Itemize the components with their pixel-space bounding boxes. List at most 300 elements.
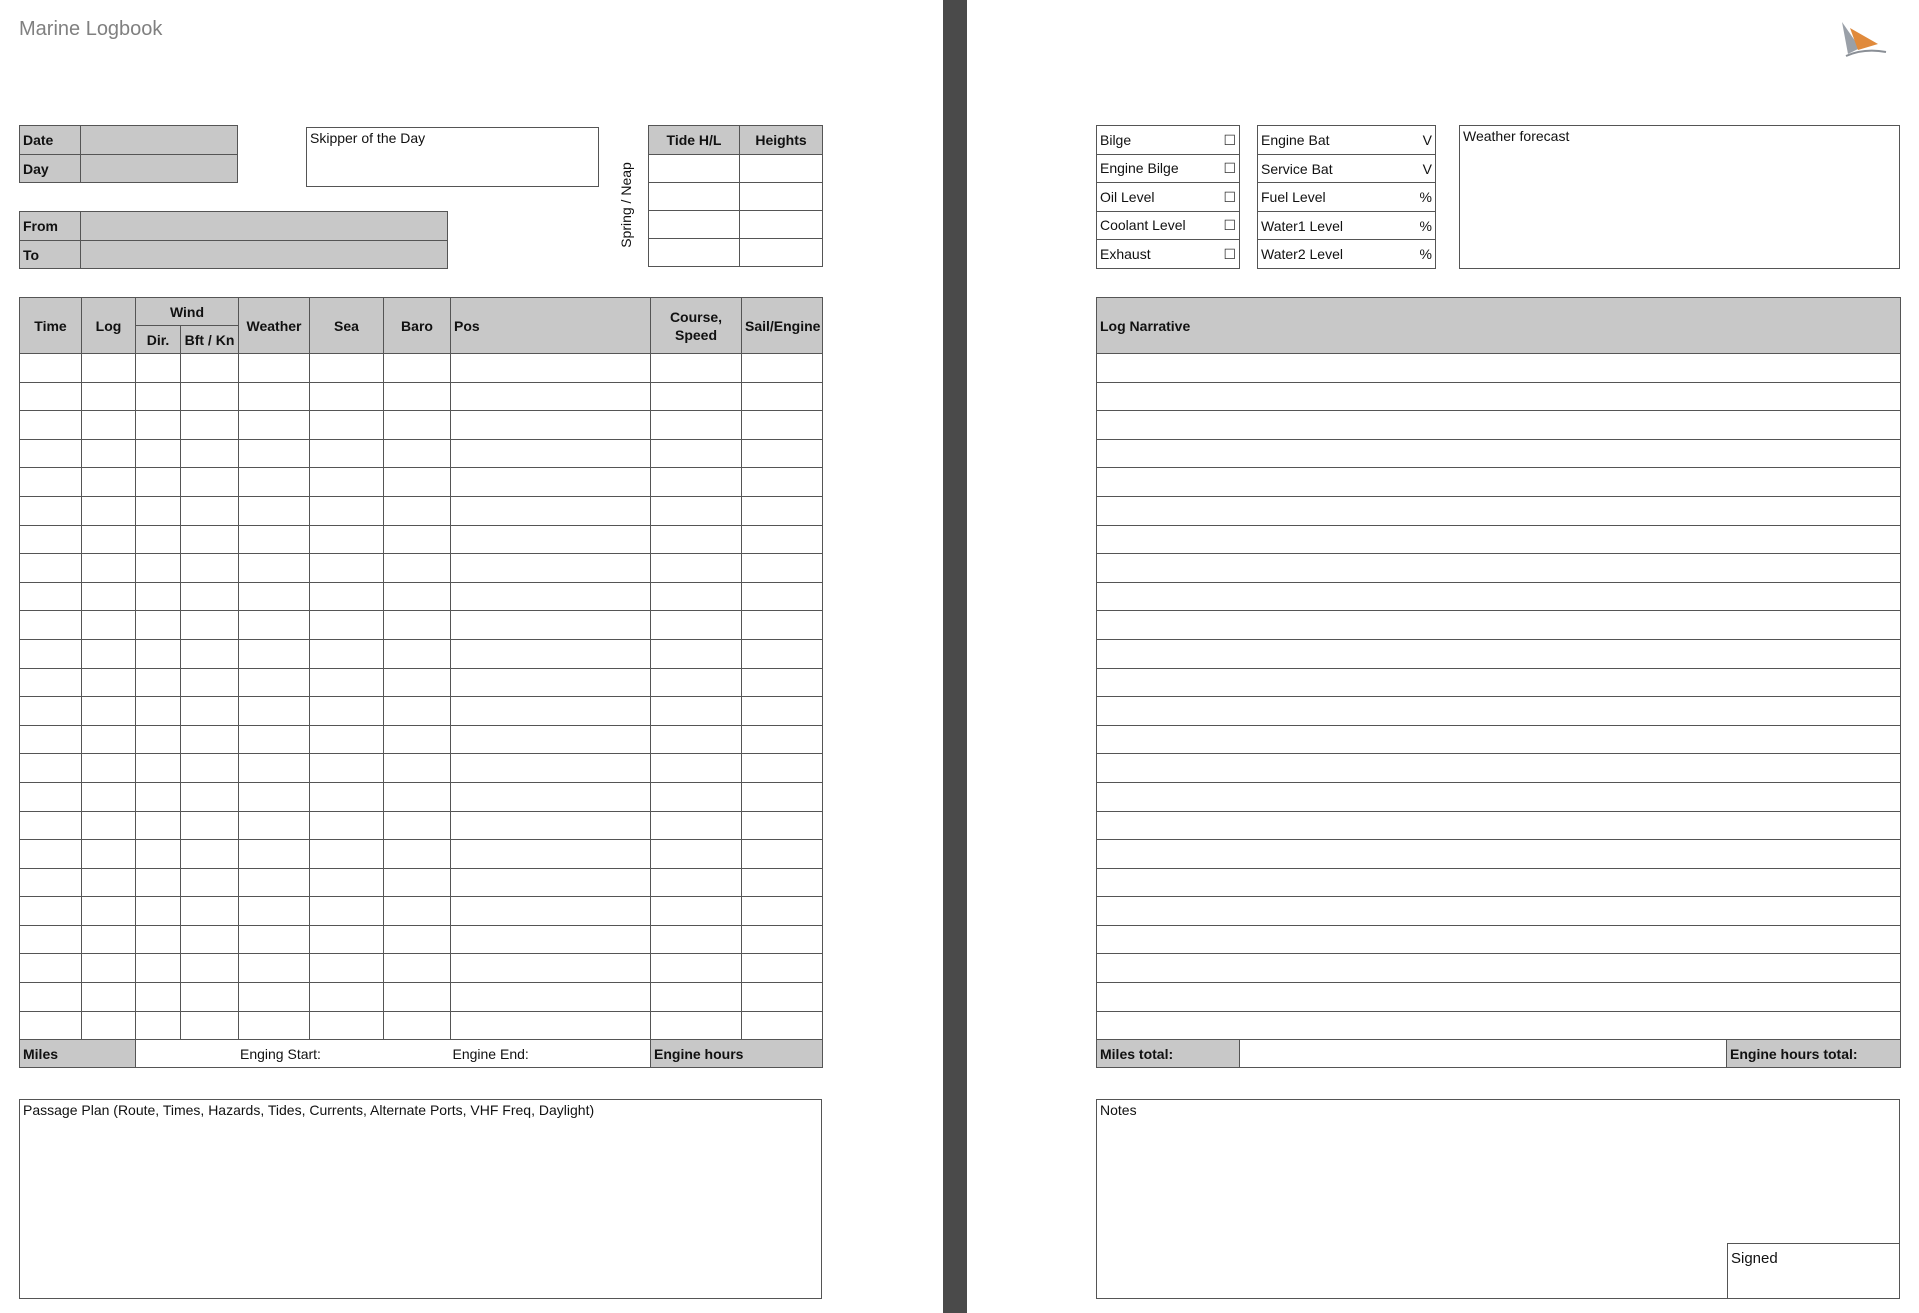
log-cell[interactable]: [82, 868, 136, 897]
signed-box[interactable]: [1727, 1243, 1900, 1299]
log-cell[interactable]: [384, 382, 451, 411]
log-cell[interactable]: [651, 840, 742, 869]
log-cell[interactable]: [384, 582, 451, 611]
log-cell[interactable]: [384, 925, 451, 954]
log-cell[interactable]: [384, 782, 451, 811]
log-cell[interactable]: [239, 725, 310, 754]
log-cell[interactable]: [181, 468, 239, 497]
log-cell[interactable]: [181, 525, 239, 554]
log-cell[interactable]: [181, 840, 239, 869]
narrative-line[interactable]: [1097, 782, 1901, 811]
log-cell[interactable]: [310, 668, 384, 697]
log-cell[interactable]: [742, 897, 823, 926]
log-cell[interactable]: [239, 354, 310, 383]
log-cell[interactable]: [20, 868, 82, 897]
log-cell[interactable]: [451, 611, 651, 640]
log-cell[interactable]: [651, 439, 742, 468]
level-engine-bat[interactable]: Engine Bat V: [1258, 126, 1436, 155]
log-cell[interactable]: [742, 983, 823, 1012]
log-cell[interactable]: [310, 496, 384, 525]
log-cell[interactable]: [451, 468, 651, 497]
log-cell[interactable]: [136, 840, 181, 869]
log-cell[interactable]: [310, 782, 384, 811]
day-field[interactable]: [81, 155, 238, 183]
log-cell[interactable]: [651, 582, 742, 611]
log-cell[interactable]: [742, 782, 823, 811]
log-cell[interactable]: [451, 496, 651, 525]
log-cell[interactable]: [451, 582, 651, 611]
log-cell[interactable]: [82, 525, 136, 554]
log-cell[interactable]: [384, 697, 451, 726]
log-cell[interactable]: [742, 925, 823, 954]
log-cell[interactable]: [310, 525, 384, 554]
log-cell[interactable]: [239, 983, 310, 1012]
log-cell[interactable]: [82, 382, 136, 411]
log-cell[interactable]: [20, 782, 82, 811]
engine-start-cell[interactable]: [136, 1040, 451, 1068]
log-cell[interactable]: [136, 611, 181, 640]
tide-cell[interactable]: [649, 155, 740, 183]
log-cell[interactable]: [20, 525, 82, 554]
checkbox-icon[interactable]: ☐: [1223, 245, 1236, 262]
log-cell[interactable]: [181, 439, 239, 468]
log-cell[interactable]: [651, 754, 742, 783]
log-cell[interactable]: [181, 611, 239, 640]
log-cell[interactable]: [310, 554, 384, 583]
log-cell[interactable]: [310, 954, 384, 983]
narrative-line[interactable]: [1097, 868, 1901, 897]
log-cell[interactable]: [384, 411, 451, 440]
tide-cell[interactable]: [649, 239, 740, 267]
log-cell[interactable]: [384, 725, 451, 754]
log-cell[interactable]: [181, 983, 239, 1012]
log-cell[interactable]: [651, 668, 742, 697]
log-cell[interactable]: [136, 468, 181, 497]
checkbox-icon[interactable]: ☐: [1223, 217, 1236, 233]
log-cell[interactable]: [384, 611, 451, 640]
check-coolant-level[interactable]: Coolant Level ☐: [1097, 212, 1240, 240]
log-cell[interactable]: [451, 840, 651, 869]
log-cell[interactable]: [451, 439, 651, 468]
log-cell[interactable]: [136, 925, 181, 954]
log-cell[interactable]: [181, 554, 239, 583]
narrative-line[interactable]: [1097, 897, 1901, 926]
narrative-line[interactable]: [1097, 382, 1901, 411]
narrative-line[interactable]: [1097, 754, 1901, 783]
log-cell[interactable]: [310, 582, 384, 611]
log-cell[interactable]: [310, 697, 384, 726]
log-cell[interactable]: [310, 639, 384, 668]
log-cell[interactable]: [651, 411, 742, 440]
log-cell[interactable]: [310, 725, 384, 754]
log-cell[interactable]: [451, 1011, 651, 1040]
log-cell[interactable]: [239, 954, 310, 983]
log-cell[interactable]: [742, 554, 823, 583]
log-cell[interactable]: [20, 496, 82, 525]
log-cell[interactable]: [181, 754, 239, 783]
log-cell[interactable]: [20, 439, 82, 468]
log-cell[interactable]: [20, 582, 82, 611]
log-cell[interactable]: [384, 554, 451, 583]
log-cell[interactable]: [451, 639, 651, 668]
from-field[interactable]: [81, 212, 448, 241]
log-cell[interactable]: [451, 554, 651, 583]
log-cell[interactable]: [82, 582, 136, 611]
log-cell[interactable]: [136, 639, 181, 668]
log-cell[interactable]: [82, 554, 136, 583]
to-field[interactable]: [81, 241, 448, 269]
log-cell[interactable]: [20, 554, 82, 583]
log-cell[interactable]: [181, 868, 239, 897]
log-cell[interactable]: [20, 840, 82, 869]
log-cell[interactable]: [310, 382, 384, 411]
log-cell[interactable]: [136, 496, 181, 525]
log-cell[interactable]: [742, 840, 823, 869]
log-cell[interactable]: [239, 811, 310, 840]
log-cell[interactable]: [181, 411, 239, 440]
log-cell[interactable]: [136, 983, 181, 1012]
engine-end-cell[interactable]: [451, 1040, 651, 1068]
log-cell[interactable]: [384, 868, 451, 897]
log-cell[interactable]: [384, 811, 451, 840]
narrative-line[interactable]: [1097, 554, 1901, 583]
level-fuel[interactable]: Fuel Level %: [1258, 183, 1436, 212]
height-cell[interactable]: [740, 183, 823, 211]
check-oil-level[interactable]: Oil Level ☐: [1097, 183, 1240, 212]
log-cell[interactable]: [451, 725, 651, 754]
log-cell[interactable]: [384, 525, 451, 554]
log-cell[interactable]: [136, 811, 181, 840]
log-cell[interactable]: [310, 754, 384, 783]
log-cell[interactable]: [82, 411, 136, 440]
narrative-line[interactable]: [1097, 525, 1901, 554]
log-cell[interactable]: [82, 897, 136, 926]
log-cell[interactable]: [239, 1011, 310, 1040]
log-cell[interactable]: [384, 1011, 451, 1040]
log-cell[interactable]: [82, 611, 136, 640]
log-cell[interactable]: [742, 354, 823, 383]
log-cell[interactable]: [20, 925, 82, 954]
log-cell[interactable]: [310, 439, 384, 468]
log-cell[interactable]: [742, 439, 823, 468]
log-cell[interactable]: [451, 754, 651, 783]
log-cell[interactable]: [384, 354, 451, 383]
skipper-box[interactable]: [306, 127, 599, 187]
log-cell[interactable]: [181, 382, 239, 411]
log-cell[interactable]: [239, 468, 310, 497]
log-cell[interactable]: [451, 811, 651, 840]
log-cell[interactable]: [239, 411, 310, 440]
log-cell[interactable]: [181, 811, 239, 840]
log-cell[interactable]: [651, 496, 742, 525]
log-cell[interactable]: [136, 354, 181, 383]
log-cell[interactable]: [136, 868, 181, 897]
log-cell[interactable]: [82, 782, 136, 811]
log-cell[interactable]: [20, 668, 82, 697]
narrative-line[interactable]: [1097, 439, 1901, 468]
log-cell[interactable]: [651, 1011, 742, 1040]
log-cell[interactable]: [451, 697, 651, 726]
log-cell[interactable]: [239, 840, 310, 869]
log-cell[interactable]: [181, 496, 239, 525]
log-cell[interactable]: [310, 354, 384, 383]
log-cell[interactable]: [742, 468, 823, 497]
log-cell[interactable]: [451, 782, 651, 811]
log-cell[interactable]: [651, 554, 742, 583]
log-cell[interactable]: [239, 697, 310, 726]
log-cell[interactable]: [82, 439, 136, 468]
log-cell[interactable]: [82, 954, 136, 983]
log-cell[interactable]: [310, 611, 384, 640]
log-cell[interactable]: [451, 354, 651, 383]
narrative-line[interactable]: [1097, 411, 1901, 440]
log-cell[interactable]: [239, 782, 310, 811]
log-cell[interactable]: [451, 983, 651, 1012]
narrative-line[interactable]: [1097, 725, 1901, 754]
narrative-line[interactable]: [1097, 983, 1901, 1012]
log-cell[interactable]: [651, 868, 742, 897]
log-cell[interactable]: [384, 983, 451, 1012]
narrative-line[interactable]: [1097, 611, 1901, 640]
log-cell[interactable]: [239, 382, 310, 411]
log-cell[interactable]: [136, 582, 181, 611]
level-water2[interactable]: Water2 Level %: [1258, 240, 1436, 269]
log-cell[interactable]: [20, 811, 82, 840]
log-cell[interactable]: [742, 411, 823, 440]
log-cell[interactable]: [82, 925, 136, 954]
log-cell[interactable]: [181, 697, 239, 726]
log-cell[interactable]: [651, 811, 742, 840]
log-cell[interactable]: [742, 639, 823, 668]
narrative-line[interactable]: [1097, 1011, 1901, 1040]
log-cell[interactable]: [742, 954, 823, 983]
log-cell[interactable]: [310, 840, 384, 869]
log-cell[interactable]: [742, 668, 823, 697]
log-cell[interactable]: [742, 725, 823, 754]
log-cell[interactable]: [20, 954, 82, 983]
log-cell[interactable]: [310, 468, 384, 497]
log-cell[interactable]: [742, 582, 823, 611]
log-cell[interactable]: [20, 897, 82, 926]
log-cell[interactable]: [181, 782, 239, 811]
log-cell[interactable]: [82, 840, 136, 869]
check-engine-bilge[interactable]: Engine Bilge ☐: [1097, 155, 1240, 183]
log-cell[interactable]: [384, 840, 451, 869]
log-cell[interactable]: [239, 754, 310, 783]
log-cell[interactable]: [82, 754, 136, 783]
log-cell[interactable]: [181, 668, 239, 697]
log-cell[interactable]: [82, 668, 136, 697]
log-cell[interactable]: [136, 411, 181, 440]
log-cell[interactable]: [181, 897, 239, 926]
log-cell[interactable]: [451, 954, 651, 983]
log-cell[interactable]: [651, 382, 742, 411]
narrative-line[interactable]: [1097, 840, 1901, 869]
log-cell[interactable]: [384, 439, 451, 468]
narrative-row: [1097, 668, 1901, 697]
log-cell[interactable]: [181, 639, 239, 668]
log-cell[interactable]: [651, 468, 742, 497]
log-cell[interactable]: [742, 868, 823, 897]
log-cell[interactable]: [136, 439, 181, 468]
log-cell[interactable]: [20, 983, 82, 1012]
log-cell[interactable]: [239, 868, 310, 897]
log-cell[interactable]: [20, 354, 82, 383]
check-exhaust[interactable]: Exhaust ☐: [1097, 240, 1240, 269]
log-cell[interactable]: [82, 468, 136, 497]
log-cell[interactable]: [384, 954, 451, 983]
log-cell[interactable]: [136, 382, 181, 411]
narrative-line[interactable]: [1097, 639, 1901, 668]
tide-cell[interactable]: [649, 183, 740, 211]
log-cell[interactable]: [742, 754, 823, 783]
check-bilge[interactable]: Bilge ☐: [1097, 126, 1240, 155]
log-cell[interactable]: [310, 983, 384, 1012]
log-cell[interactable]: [136, 554, 181, 583]
log-cell[interactable]: [310, 868, 384, 897]
log-cell[interactable]: [20, 725, 82, 754]
log-cell[interactable]: [742, 811, 823, 840]
log-cell[interactable]: [20, 611, 82, 640]
log-cell[interactable]: [651, 611, 742, 640]
log-cell[interactable]: [136, 668, 181, 697]
checkbox-icon[interactable]: ☐: [1223, 160, 1236, 176]
log-cell[interactable]: [651, 525, 742, 554]
log-cell[interactable]: [136, 725, 181, 754]
narrative-row: [1097, 782, 1901, 811]
log-cell[interactable]: [82, 1011, 136, 1040]
log-cell[interactable]: [181, 954, 239, 983]
log-cell[interactable]: [651, 897, 742, 926]
log-cell[interactable]: [742, 1011, 823, 1040]
log-cell[interactable]: [181, 1011, 239, 1040]
narrative-line[interactable]: [1097, 925, 1901, 954]
date-field[interactable]: [81, 126, 238, 155]
narrative-line[interactable]: [1097, 811, 1901, 840]
narrative-line[interactable]: [1097, 697, 1901, 726]
log-cell[interactable]: [651, 983, 742, 1012]
log-cell[interactable]: [384, 639, 451, 668]
log-cell[interactable]: [239, 897, 310, 926]
log-cell[interactable]: [384, 897, 451, 926]
log-cell[interactable]: [742, 697, 823, 726]
log-cell[interactable]: [239, 439, 310, 468]
log-cell[interactable]: [82, 496, 136, 525]
log-cell[interactable]: [451, 525, 651, 554]
narrative-line[interactable]: [1097, 496, 1901, 525]
level-water1[interactable]: Water1 Level %: [1258, 212, 1436, 240]
narrative-line[interactable]: [1097, 468, 1901, 497]
log-cell[interactable]: [82, 983, 136, 1012]
log-cell[interactable]: [742, 382, 823, 411]
log-cell[interactable]: [136, 525, 181, 554]
log-cell[interactable]: [136, 954, 181, 983]
log-cell[interactable]: [310, 925, 384, 954]
log-cell[interactable]: [136, 897, 181, 926]
log-cell[interactable]: [239, 668, 310, 697]
log-cell[interactable]: [181, 582, 239, 611]
checkbox-icon[interactable]: ☐: [1223, 131, 1236, 148]
log-cell[interactable]: [384, 668, 451, 697]
log-cell[interactable]: [181, 925, 239, 954]
log-cell[interactable]: [20, 382, 82, 411]
log-cell[interactable]: [136, 782, 181, 811]
log-cell[interactable]: [136, 1011, 181, 1040]
log-cell[interactable]: [451, 411, 651, 440]
log-cell[interactable]: [82, 639, 136, 668]
log-cell[interactable]: [451, 868, 651, 897]
log-cell[interactable]: [651, 697, 742, 726]
log-cell[interactable]: [136, 754, 181, 783]
log-cell[interactable]: [20, 468, 82, 497]
log-cell[interactable]: [82, 697, 136, 726]
log-cell[interactable]: [451, 897, 651, 926]
narrative-line[interactable]: [1097, 354, 1901, 383]
log-cell[interactable]: [310, 1011, 384, 1040]
log-cell[interactable]: [239, 525, 310, 554]
log-cell[interactable]: [742, 496, 823, 525]
log-cell[interactable]: [384, 496, 451, 525]
narrative-line[interactable]: [1097, 582, 1901, 611]
passage-plan-box[interactable]: [19, 1099, 822, 1299]
tide-cell[interactable]: [649, 211, 740, 239]
log-cell[interactable]: [239, 925, 310, 954]
log-cell[interactable]: [451, 925, 651, 954]
checkbox-icon[interactable]: ☐: [1223, 188, 1236, 205]
log-cell[interactable]: [82, 725, 136, 754]
log-cell[interactable]: [82, 811, 136, 840]
log-cell[interactable]: [310, 411, 384, 440]
log-cell[interactable]: [651, 725, 742, 754]
log-cell[interactable]: [20, 411, 82, 440]
log-cell[interactable]: [384, 468, 451, 497]
log-cell[interactable]: [181, 354, 239, 383]
log-cell[interactable]: [651, 354, 742, 383]
log-cell[interactable]: [136, 697, 181, 726]
narrative-line[interactable]: [1097, 954, 1901, 983]
log-cell[interactable]: [20, 697, 82, 726]
log-cell[interactable]: [651, 782, 742, 811]
log-cell[interactable]: [651, 925, 742, 954]
log-cell[interactable]: [239, 611, 310, 640]
log-cell[interactable]: [20, 639, 82, 668]
height-cell[interactable]: [740, 211, 823, 239]
log-cell[interactable]: [310, 897, 384, 926]
log-cell[interactable]: [181, 725, 239, 754]
miles-total-field[interactable]: [1240, 1040, 1727, 1068]
log-cell[interactable]: [20, 1011, 82, 1040]
log-cell[interactable]: [239, 582, 310, 611]
weather-forecast-box[interactable]: [1459, 125, 1900, 269]
log-cell[interactable]: [651, 954, 742, 983]
log-cell[interactable]: [742, 611, 823, 640]
log-cell[interactable]: [310, 811, 384, 840]
log-cell[interactable]: [451, 668, 651, 697]
log-cell[interactable]: [651, 639, 742, 668]
log-cell[interactable]: [384, 754, 451, 783]
log-cell[interactable]: [82, 354, 136, 383]
height-cell[interactable]: [740, 155, 823, 183]
log-cell[interactable]: [451, 382, 651, 411]
height-cell[interactable]: [740, 239, 823, 267]
narrative-line[interactable]: [1097, 668, 1901, 697]
log-cell[interactable]: [239, 496, 310, 525]
level-service-bat[interactable]: Service Bat V: [1258, 155, 1436, 183]
log-cell[interactable]: [239, 639, 310, 668]
log-cell[interactable]: [20, 754, 82, 783]
log-cell[interactable]: [239, 554, 310, 583]
log-cell[interactable]: [742, 525, 823, 554]
